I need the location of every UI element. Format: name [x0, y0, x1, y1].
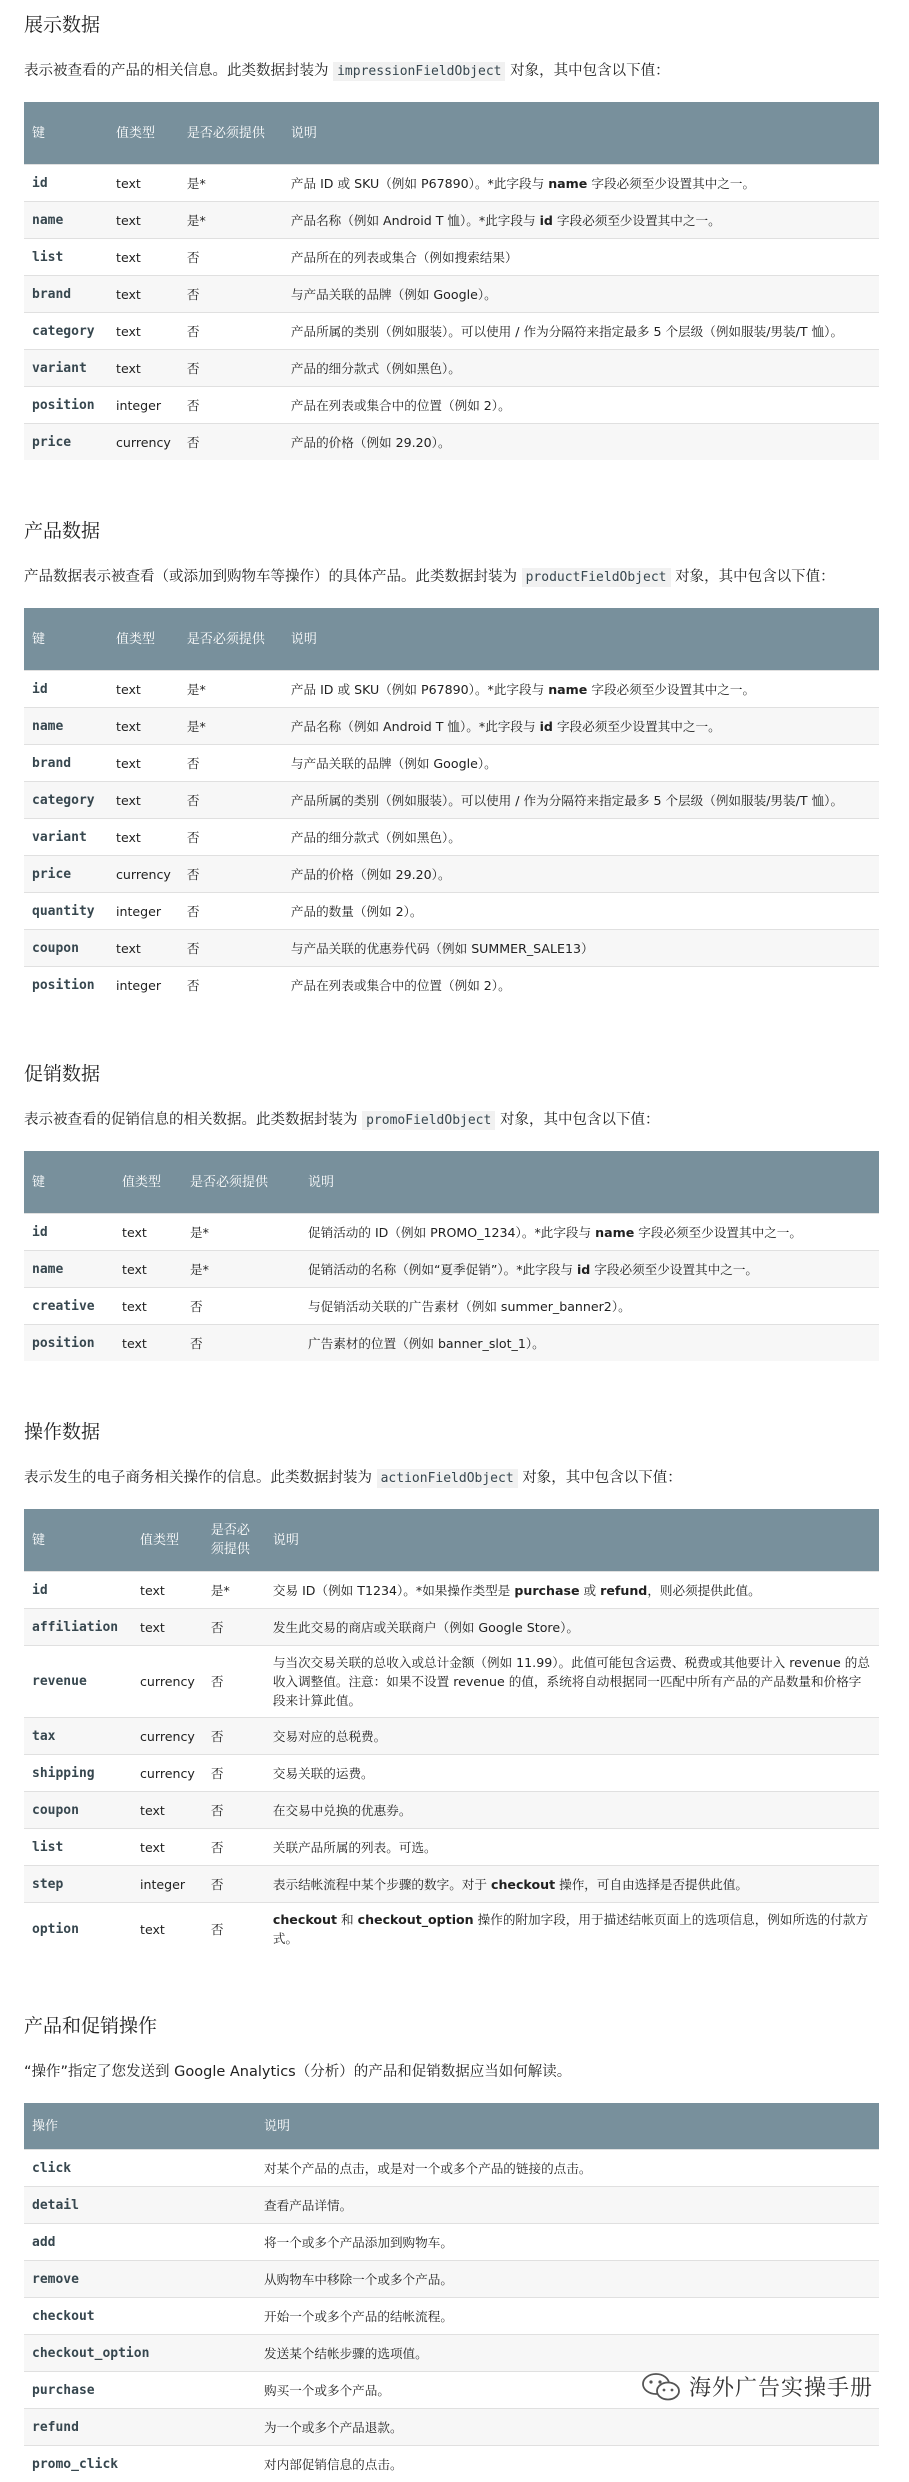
table-header-row: [24, 1151, 879, 1214]
key-cell: category: [24, 782, 108, 819]
key-cell: option: [24, 1903, 132, 1956]
table-row: [24, 856, 879, 893]
desc-cell: 将一个或多个产品添加到购物车。: [256, 2224, 879, 2261]
key-cell: price: [24, 424, 108, 461]
desc-cell: 对某个产品的点击，或是对一个或多个产品的链接的点击。: [256, 2150, 879, 2187]
required-cell: 否: [203, 1792, 265, 1829]
key-cell: id: [24, 671, 108, 708]
required-cell: 否: [179, 856, 283, 893]
type-cell: text: [108, 350, 179, 387]
desc-cell: 产品的数量（例如 2）。: [283, 893, 879, 930]
required-cell: 否: [179, 782, 283, 819]
required-cell: 否: [179, 239, 283, 276]
product-table: [24, 608, 879, 1003]
required-cell: 否: [179, 967, 283, 1004]
key-cell: id: [24, 1214, 114, 1251]
table-row: [24, 745, 879, 782]
desc-cell: 产品的价格（例如 29.20）。: [283, 856, 879, 893]
key-cell: checkout: [24, 2298, 256, 2335]
table-row: [24, 2224, 879, 2261]
required-cell: 否: [179, 930, 283, 967]
col-desc: 说明: [265, 1509, 879, 1572]
col-desc: 说明: [256, 2103, 879, 2150]
table-row: [24, 930, 879, 967]
desc-cell: 产品 ID 或 SKU（例如 P67890）。*此字段与 name 字段必须至少设置其中之一。: [283, 165, 879, 202]
product-section: [24, 506, 879, 1003]
type-cell: text: [108, 671, 179, 708]
table-row: [24, 165, 879, 202]
impression-section: [24, 0, 879, 460]
key-cell: id: [24, 1572, 132, 1609]
type-cell: text: [132, 1792, 203, 1829]
table-row: [24, 2150, 879, 2187]
desc-cell: 与促销活动关联的广告素材（例如 summer_banner2）。: [300, 1288, 879, 1325]
required-cell: 是*: [179, 708, 283, 745]
promo-table: [24, 1151, 879, 1361]
type-cell: text: [108, 165, 179, 202]
key-cell: id: [24, 165, 108, 202]
type-cell: text: [108, 313, 179, 350]
desc-cell: 促销活动的名称（例如“夏季促销”）。*此字段与 id 字段必须至少设置其中之一。: [300, 1251, 879, 1288]
desc-cell: 交易关联的运费。: [265, 1755, 879, 1792]
col-key: 键: [24, 1509, 132, 1572]
table-header-row: [24, 102, 879, 165]
desc-cell: 表示结帐流程中某个步骤的数字。对于 checkout 操作，可自由选择是否提供此值。: [265, 1866, 879, 1903]
type-cell: text: [114, 1251, 182, 1288]
key-cell: coupon: [24, 1792, 132, 1829]
key-cell: remove: [24, 2261, 256, 2298]
key-cell: creative: [24, 1288, 114, 1325]
desc-cell: 发送某个结帐步骤的选项值。: [256, 2335, 879, 2372]
action-desc: 表示发生的电子商务相关操作的信息。此类数据封装为 actionFieldObject 对象，其中包含以下值：: [24, 1466, 879, 1491]
desc-cell: 在交易中兑换的优惠券。: [265, 1792, 879, 1829]
type-cell: text: [108, 276, 179, 313]
type-cell: integer: [132, 1866, 203, 1903]
action-title: 操作数据: [24, 1407, 879, 1444]
desc-cell: 查看产品详情。: [256, 2187, 879, 2224]
product-object-code: productFieldObject: [522, 568, 671, 587]
table-row: [24, 1572, 879, 1609]
required-cell: 否: [203, 1829, 265, 1866]
impression-table: [24, 102, 879, 460]
key-cell: promo_click: [24, 2446, 256, 2482]
desc-cell: 开始一个或多个产品的结帐流程。: [256, 2298, 879, 2335]
type-cell: text: [108, 930, 179, 967]
impression-desc: 表示被查看的产品的相关信息。此类数据封装为 impressionFieldObject 对象，其中包含以下值：: [24, 59, 879, 84]
col-required: 是否必须提供: [179, 608, 283, 671]
type-cell: text: [114, 1214, 182, 1251]
promo-desc: 表示被查看的促销信息的相关数据。此类数据封装为 promoFieldObject 对象，其中包含以下值：: [24, 1108, 879, 1133]
desc-cell: 产品在列表或集合中的位置（例如 2）。: [283, 387, 879, 424]
promo-section: [24, 1049, 879, 1361]
table-row: [24, 708, 879, 745]
col-key: 键: [24, 608, 108, 671]
table-row: [24, 202, 879, 239]
table-row: [24, 2298, 879, 2335]
required-cell: 否: [203, 1609, 265, 1646]
desc-cell: 与产品关联的品牌（例如 Google）。: [283, 276, 879, 313]
table-row: [24, 2446, 879, 2482]
desc-cell: 广告素材的位置（例如 banner_slot_1）。: [300, 1325, 879, 1362]
key-cell: purchase: [24, 2372, 256, 2409]
desc-cell: 产品的细分款式（例如黑色）。: [283, 350, 879, 387]
col-desc: 说明: [283, 608, 879, 671]
required-cell: 是*: [179, 202, 283, 239]
col-key: 键: [24, 102, 108, 165]
watermark-text: 海外广告实操手册: [689, 2371, 873, 2402]
col-type: 值类型: [108, 102, 179, 165]
desc-cell: 产品的价格（例如 29.20）。: [283, 424, 879, 461]
table-row: [24, 239, 879, 276]
key-cell: brand: [24, 745, 108, 782]
required-cell: 否: [203, 1646, 265, 1718]
key-cell: add: [24, 2224, 256, 2261]
desc-cell: 与产品关联的品牌（例如 Google）。: [283, 745, 879, 782]
table-row: [24, 1288, 879, 1325]
desc-cell: 产品名称（例如 Android T 恤）。*此字段与 id 字段必须至少设置其中之一。: [283, 708, 879, 745]
table-row: [24, 1718, 879, 1755]
col-type: 值类型: [132, 1509, 203, 1572]
desc-cell: 关联产品所属的列表。可选。: [265, 1829, 879, 1866]
required-cell: 否: [179, 350, 283, 387]
key-cell: tax: [24, 1718, 132, 1755]
table-row: [24, 2335, 879, 2372]
key-cell: revenue: [24, 1646, 132, 1718]
table-row: [24, 1214, 879, 1251]
key-cell: coupon: [24, 930, 108, 967]
impression-title: 展示数据: [24, 0, 879, 37]
key-cell: name: [24, 1251, 114, 1288]
key-cell: name: [24, 708, 108, 745]
desc-cell: 与当次交易关联的总收入或总计金额（例如 11.99）。此值可能包含运费、税费或其他要计入 revenue 的总收入调整值。注意：如果不设置 revenue 的值，系统将自动根据同一匹配中所有产品的产品数量和价格字段来计算此值。: [265, 1646, 879, 1718]
type-cell: text: [108, 708, 179, 745]
key-cell: category: [24, 313, 108, 350]
table-row: [24, 313, 879, 350]
key-cell: click: [24, 2150, 256, 2187]
type-cell: currency: [108, 856, 179, 893]
required-cell: 是*: [182, 1251, 300, 1288]
required-cell: 否: [179, 424, 283, 461]
type-cell: text: [108, 782, 179, 819]
required-cell: 否: [203, 1718, 265, 1755]
table-row: [24, 1755, 879, 1792]
table-row: [24, 2409, 879, 2446]
table-header-row: [24, 2103, 879, 2150]
required-cell: 是*: [179, 671, 283, 708]
table-row: [24, 1251, 879, 1288]
required-cell: 否: [203, 1866, 265, 1903]
table-row: [24, 2261, 879, 2298]
desc-cell: 从购物车中移除一个或多个产品。: [256, 2261, 879, 2298]
table-row: [24, 819, 879, 856]
col-required: 是否必须提供: [182, 1151, 300, 1214]
desc-cell: 与产品关联的优惠券代码（例如 SUMMER_SALE13）: [283, 930, 879, 967]
desc-cell: 交易 ID（例如 T1234）。*如果操作类型是 purchase 或 refund，则必须提供此值。: [265, 1572, 879, 1609]
required-cell: 否: [182, 1288, 300, 1325]
required-cell: 否: [179, 893, 283, 930]
required-cell: 否: [179, 745, 283, 782]
key-cell: quantity: [24, 893, 108, 930]
type-cell: text: [108, 202, 179, 239]
key-cell: variant: [24, 819, 108, 856]
key-cell: detail: [24, 2187, 256, 2224]
table-row: [24, 1792, 879, 1829]
ops-title: 产品和促销操作: [24, 2001, 879, 2038]
product-desc: 产品数据表示被查看（或添加到购物车等操作）的具体产品。此类数据封装为 productFieldObject 对象，其中包含以下值：: [24, 565, 879, 590]
key-cell: shipping: [24, 1755, 132, 1792]
table-row: [24, 782, 879, 819]
type-cell: text: [108, 239, 179, 276]
key-cell: step: [24, 1866, 132, 1903]
promo-object-code: promoFieldObject: [362, 1111, 495, 1130]
desc-cell: 为一个或多个产品退款。: [256, 2409, 879, 2446]
col-desc: 说明: [300, 1151, 879, 1214]
desc-cell: 产品的细分款式（例如黑色）。: [283, 819, 879, 856]
key-cell: affiliation: [24, 1609, 132, 1646]
type-cell: text: [114, 1325, 182, 1362]
table-row: [24, 1609, 879, 1646]
table-row: [24, 967, 879, 1004]
key-cell: position: [24, 1325, 114, 1362]
table-row: [24, 671, 879, 708]
key-cell: price: [24, 856, 108, 893]
ops-table: [24, 2103, 879, 2482]
action-section: [24, 1407, 879, 1955]
type-cell: text: [132, 1829, 203, 1866]
promo-title: 促销数据: [24, 1049, 879, 1086]
required-cell: 否: [179, 387, 283, 424]
required-cell: 否: [179, 819, 283, 856]
type-cell: text: [114, 1288, 182, 1325]
key-cell: brand: [24, 276, 108, 313]
required-cell: 否: [203, 1903, 265, 1956]
required-cell: 否: [179, 313, 283, 350]
key-cell: list: [24, 239, 108, 276]
type-cell: text: [132, 1572, 203, 1609]
ops-desc: “操作”指定了您发送到 Google Analytics（分析）的产品和促销数据应当如何解读。: [24, 2060, 879, 2085]
desc-cell: 对内部促销信息的点击。: [256, 2446, 879, 2482]
required-cell: 是*: [182, 1214, 300, 1251]
desc-cell: 交易对应的总税费。: [265, 1718, 879, 1755]
desc-cell: 产品在列表或集合中的位置（例如 2）。: [283, 967, 879, 1004]
col-type: 值类型: [108, 608, 179, 671]
action-table: [24, 1509, 879, 1955]
type-cell: currency: [132, 1646, 203, 1718]
required-cell: 是*: [179, 165, 283, 202]
type-cell: text: [108, 745, 179, 782]
table-row: [24, 893, 879, 930]
required-cell: 否: [179, 276, 283, 313]
key-cell: list: [24, 1829, 132, 1866]
type-cell: integer: [108, 967, 179, 1004]
desc-cell: 购买一个或多个产品。: [256, 2372, 879, 2409]
table-row: [24, 424, 879, 461]
desc-cell: 发生此交易的商店或关联商户（例如 Google Store）。: [265, 1609, 879, 1646]
table-header-row: [24, 608, 879, 671]
table-header-row: [24, 1509, 879, 1572]
key-cell: name: [24, 202, 108, 239]
table-row: [24, 1903, 879, 1956]
col-type: 值类型: [114, 1151, 182, 1214]
key-cell: checkout_option: [24, 2335, 256, 2372]
col-desc: 说明: [283, 102, 879, 165]
ops-section: [24, 2001, 879, 2482]
type-cell: currency: [108, 424, 179, 461]
type-cell: integer: [108, 387, 179, 424]
key-cell: position: [24, 387, 108, 424]
key-cell: variant: [24, 350, 108, 387]
key-cell: position: [24, 967, 108, 1004]
required-cell: 是*: [203, 1572, 265, 1609]
watermark: [641, 2371, 873, 2402]
type-cell: text: [132, 1609, 203, 1646]
key-cell: refund: [24, 2409, 256, 2446]
wechat-icon: [641, 2372, 681, 2402]
col-required: 是否必须提供: [179, 102, 283, 165]
desc-cell: 产品名称（例如 Android T 恤）。*此字段与 id 字段必须至少设置其中之一。: [283, 202, 879, 239]
table-row: [24, 1325, 879, 1362]
type-cell: integer: [108, 893, 179, 930]
col-required: 是否必须提供: [203, 1509, 265, 1572]
table-row: [24, 387, 879, 424]
type-cell: currency: [132, 1718, 203, 1755]
action-object-code: actionFieldObject: [377, 1469, 518, 1488]
type-cell: text: [132, 1903, 203, 1956]
table-row: [24, 2187, 879, 2224]
desc-cell: checkout 和 checkout_option 操作的附加字段，用于描述结帐页面上的选项信息，例如所选的付款方式。: [265, 1903, 879, 1956]
impression-object-code: impressionFieldObject: [333, 62, 505, 81]
table-row: [24, 1866, 879, 1903]
desc-cell: 促销活动的 ID（例如 PROMO_1234）。*此字段与 name 字段必须至少设置其中之一。: [300, 1214, 879, 1251]
type-cell: text: [108, 819, 179, 856]
table-row: [24, 276, 879, 313]
required-cell: 否: [182, 1325, 300, 1362]
col-operation: 操作: [24, 2103, 256, 2150]
desc-cell: 产品所在的列表或集合（例如搜索结果）: [283, 239, 879, 276]
table-row: [24, 1646, 879, 1718]
type-cell: currency: [132, 1755, 203, 1792]
desc-cell: 产品所属的类别（例如服装）。可以使用 / 作为分隔符来指定最多 5 个层级（例如服装/男装/T 恤）。: [283, 782, 879, 819]
required-cell: 否: [203, 1755, 265, 1792]
col-key: 键: [24, 1151, 114, 1214]
desc-cell: 产品所属的类别（例如服装）。可以使用 / 作为分隔符来指定最多 5 个层级（例如服装/男装/T 恤）。: [283, 313, 879, 350]
desc-cell: 产品 ID 或 SKU（例如 P67890）。*此字段与 name 字段必须至少设置其中之一。: [283, 671, 879, 708]
table-row: [24, 1829, 879, 1866]
product-title: 产品数据: [24, 506, 879, 543]
table-row: [24, 350, 879, 387]
